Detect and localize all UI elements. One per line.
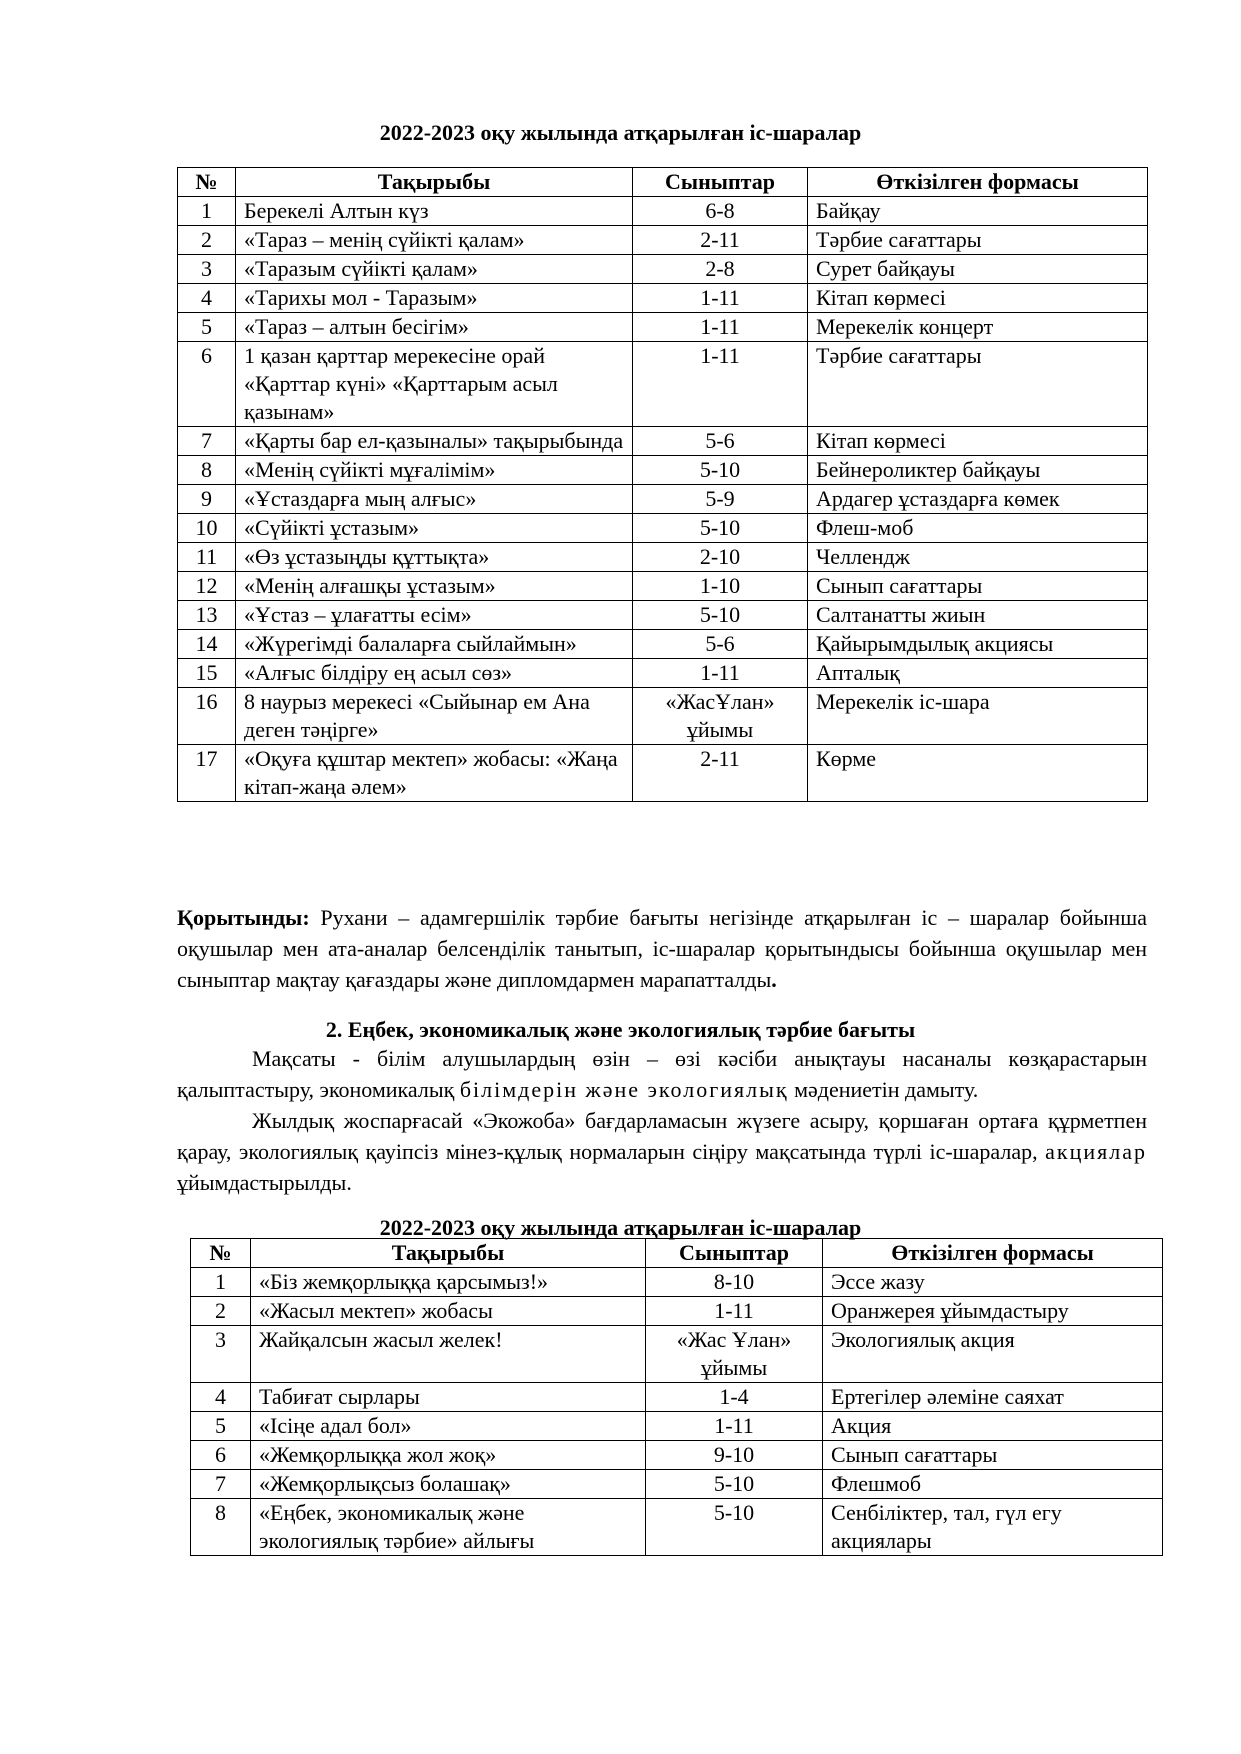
row-form: Тәрбие сағаттары — [808, 226, 1148, 255]
row-form: Флеш-моб — [808, 514, 1148, 543]
col-classes-header: Сыныптар — [646, 1239, 823, 1268]
col-number-header: № — [191, 1239, 251, 1268]
row-number: 14 — [178, 630, 236, 659]
row-topic: «Ісіңе адал бол» — [251, 1412, 646, 1441]
row-number: 15 — [178, 659, 236, 688]
row-topic: «Алғыс білдіру ең асыл сөз» — [236, 659, 633, 688]
table-row — [191, 1326, 1163, 1383]
row-form: Тәрбие сағаттары — [808, 342, 1148, 427]
row-form: Эссе жазу — [823, 1268, 1163, 1297]
table-row — [191, 1470, 1163, 1499]
row-number: 4 — [191, 1383, 251, 1412]
row-classes: 5-10 — [646, 1470, 823, 1499]
row-classes: 1-11 — [646, 1297, 823, 1326]
row-number: 1 — [191, 1268, 251, 1297]
row-form: Мерекелік іс-шара — [808, 688, 1148, 745]
col-classes-header: Сыныптар — [633, 168, 808, 197]
goal-text-a: Мақсаты - білім алушылардың өзін – өзі кәсіби анықтауы насаналы көзқарастарын қалыптастыру, экономикалық — [177, 1046, 1147, 1102]
table-row — [178, 659, 1148, 688]
row-classes: 1-11 — [646, 1412, 823, 1441]
row-form: Байқау — [808, 197, 1148, 226]
row-form: Сенбіліктер, тал, гүл егу акциялары — [823, 1499, 1163, 1556]
table-row — [191, 1297, 1163, 1326]
row-topic: «Тараз – менің сүйікті қалам» — [236, 226, 633, 255]
row-form: Бейнероликтер байқауы — [808, 456, 1148, 485]
row-classes: 1-11 — [633, 284, 808, 313]
row-form: Кітап көрмесі — [808, 427, 1148, 456]
row-topic: «Жасыл мектеп» жобасы — [251, 1297, 646, 1326]
table2-body — [191, 1268, 1163, 1556]
row-number: 10 — [178, 514, 236, 543]
table2-title: 2022-2023 оқу жылында атқарылған іс-шаралар — [379, 1215, 862, 1240]
row-topic: «Жүрегімді балаларға сыйлаймын» — [236, 630, 633, 659]
plan-text-c: ұйымдастырылды. — [177, 1170, 352, 1195]
conclusion-text: Рухани – адамгершілік тәрбие бағыты негізінде атқарылған іс – шаралар бойынша оқушылар мен ата-аналар белсенділік танытып, іс-шаралар қорытындысы бойынша оқушылар мен сыныптар мақтау қағаздары және дипломдармен марапатталды — [177, 905, 1147, 992]
row-topic: «Жемқорлыққа жол жоқ» — [251, 1441, 646, 1470]
row-topic: «Қарты бар ел-қазыналы» тақырыбында — [236, 427, 633, 456]
row-classes: 2-11 — [633, 226, 808, 255]
table-row — [178, 688, 1148, 745]
row-classes: 5-6 — [633, 427, 808, 456]
row-form: Ардагер ұстаздарға көмек — [808, 485, 1148, 514]
row-classes: 6-8 — [633, 197, 808, 226]
row-classes: 5-10 — [633, 601, 808, 630]
table-row — [178, 456, 1148, 485]
row-topic: 1 қазан қарттар мерекесіне орай «Қарттар күні» «Қарттарым асыл қазынам» — [236, 342, 633, 427]
table-row — [178, 284, 1148, 313]
goal-paragraph — [177, 1043, 1147, 1105]
table-row — [178, 514, 1148, 543]
table-row — [178, 427, 1148, 456]
row-classes: 9-10 — [646, 1441, 823, 1470]
row-topic: «Тараз – алтын бесігім» — [236, 313, 633, 342]
row-number: 9 — [178, 485, 236, 514]
row-topic: «Ұстаздарға мың алғыс» — [236, 485, 633, 514]
row-classes: 8-10 — [646, 1268, 823, 1297]
row-form: Сурет байқауы — [808, 255, 1148, 284]
row-form: Көрме — [808, 745, 1148, 802]
row-topic: «Ұстаз – ұлағатты есім» — [236, 601, 633, 630]
row-classes: 2-8 — [633, 255, 808, 284]
row-number: 11 — [178, 543, 236, 572]
row-form: Мерекелік концерт — [808, 313, 1148, 342]
row-number: 4 — [178, 284, 236, 313]
row-number: 8 — [191, 1499, 251, 1556]
table-row — [178, 601, 1148, 630]
row-number: 7 — [178, 427, 236, 456]
row-topic: 8 наурыз мерекесі «Сыйынар ем Ана деген тәңірге» — [236, 688, 633, 745]
table-row — [178, 197, 1148, 226]
row-classes: 5-6 — [633, 630, 808, 659]
row-form: Кітап көрмесі — [808, 284, 1148, 313]
col-form-header: Өткізілген формасы — [808, 168, 1148, 197]
row-number: 13 — [178, 601, 236, 630]
goal-text-b: білімдерін және экологиялық — [459, 1077, 789, 1102]
table-row — [178, 342, 1148, 427]
table-row — [191, 1383, 1163, 1412]
row-classes: 2-11 — [633, 745, 808, 802]
table-row — [178, 313, 1148, 342]
row-form: Акция — [823, 1412, 1163, 1441]
row-number: 5 — [191, 1412, 251, 1441]
plan-text-a: Жылдық жоспарғасай «Экожоба» бағдарламасын жүзеге асыру, қоршаған ортаға құрметпен қарау, экологиялық қауіпсіз мінез-құлық нормаларын сіңіру мақсатында түрлі іс-шаралар, — [177, 1108, 1147, 1164]
plan-paragraph — [177, 1105, 1147, 1198]
row-number: 5 — [178, 313, 236, 342]
row-classes: 1-11 — [633, 659, 808, 688]
row-form: Апталық — [808, 659, 1148, 688]
events-table-1 — [177, 167, 1148, 802]
row-topic: «Тарихы мол - Таразым» — [236, 284, 633, 313]
row-number: 2 — [178, 226, 236, 255]
row-topic: «Оқуға құштар мектеп» жобасы: «Жаңа кітап-жаңа әлем» — [236, 745, 633, 802]
table1-title: 2022-2023 оқу жылында атқарылған іс-шаралар — [379, 120, 862, 145]
table-row — [178, 630, 1148, 659]
row-topic: «Менің алғашқы ұстазым» — [236, 572, 633, 601]
row-classes: «ЖасҰлан» ұйымы — [633, 688, 808, 745]
row-number: 7 — [191, 1470, 251, 1499]
row-form: Сынып сағаттары — [808, 572, 1148, 601]
row-number: 2 — [191, 1297, 251, 1326]
col-topic-header: Тақырыбы — [251, 1239, 646, 1268]
row-classes: 2-10 — [633, 543, 808, 572]
row-form: Флешмоб — [823, 1470, 1163, 1499]
row-topic: «Сүйікті ұстазым» — [236, 514, 633, 543]
row-form: Салтанатты жиын — [808, 601, 1148, 630]
row-classes: 5-10 — [646, 1499, 823, 1556]
row-form: Оранжерея ұйымдастыру — [823, 1297, 1163, 1326]
row-number: 6 — [178, 342, 236, 427]
row-topic: Табиғат сырлары — [251, 1383, 646, 1412]
row-number: 12 — [178, 572, 236, 601]
row-form: Ертегілер әлеміне саяхат — [823, 1383, 1163, 1412]
row-topic: «Менің сүйікті мұғалімім» — [236, 456, 633, 485]
conclusion-label: Қорытынды: — [177, 905, 310, 930]
col-number-header: № — [178, 168, 236, 197]
row-number: 16 — [178, 688, 236, 745]
row-form: Челлендж — [808, 543, 1148, 572]
conclusion-end: . — [771, 967, 777, 992]
goal-text-c: мәдениетін дамыту. — [788, 1077, 979, 1102]
row-classes: 1-11 — [633, 342, 808, 427]
table-row — [178, 543, 1148, 572]
table1-body — [178, 197, 1148, 802]
row-classes: 1-4 — [646, 1383, 823, 1412]
table-row — [178, 485, 1148, 514]
row-topic: Жайқалсын жасыл желек! — [251, 1326, 646, 1383]
row-form: Сынып сағаттары — [823, 1441, 1163, 1470]
row-classes: «Жас Ұлан» ұйымы — [646, 1326, 823, 1383]
conclusion-paragraph — [177, 902, 1147, 995]
row-classes: 5-10 — [633, 514, 808, 543]
table-row — [191, 1441, 1163, 1470]
row-topic: «Өз ұстазыңды құттықта» — [236, 543, 633, 572]
row-classes: 1-10 — [633, 572, 808, 601]
row-classes: 5-9 — [633, 485, 808, 514]
row-number: 6 — [191, 1441, 251, 1470]
col-topic-header: Тақырыбы — [236, 168, 633, 197]
row-classes: 1-11 — [633, 313, 808, 342]
table-header-row — [178, 168, 1148, 197]
row-number: 3 — [191, 1326, 251, 1383]
table-row — [178, 745, 1148, 802]
table-row — [191, 1268, 1163, 1297]
table-row — [178, 255, 1148, 284]
table-row — [191, 1499, 1163, 1556]
plan-text-b: акциялар — [1045, 1139, 1147, 1164]
row-form: Қайырымдылық акциясы — [808, 630, 1148, 659]
row-number: 8 — [178, 456, 236, 485]
row-form: Экологиялық акция — [823, 1326, 1163, 1383]
row-topic: «Таразым сүйікті қалам» — [236, 255, 633, 284]
col-form-header: Өткізілген формасы — [823, 1239, 1163, 1268]
table-row — [178, 226, 1148, 255]
row-topic: Берекелі Алтын күз — [236, 197, 633, 226]
row-number: 3 — [178, 255, 236, 284]
table-row — [178, 572, 1148, 601]
events-table-2 — [190, 1238, 1163, 1556]
section2-heading: 2. Еңбек, экономикалық және экологиялық тәрбие бағыты — [325, 1017, 916, 1042]
row-topic: «Жемқорлықсыз болашақ» — [251, 1470, 646, 1499]
row-classes: 5-10 — [633, 456, 808, 485]
table-row — [191, 1412, 1163, 1441]
row-number: 1 — [178, 197, 236, 226]
row-topic: «Біз жемқорлыққа қарсымыз!» — [251, 1268, 646, 1297]
table-header-row — [191, 1239, 1163, 1268]
row-number: 17 — [178, 745, 236, 802]
row-topic: «Еңбек, экономикалық және экологиялық тәрбие» айлығы — [251, 1499, 646, 1556]
